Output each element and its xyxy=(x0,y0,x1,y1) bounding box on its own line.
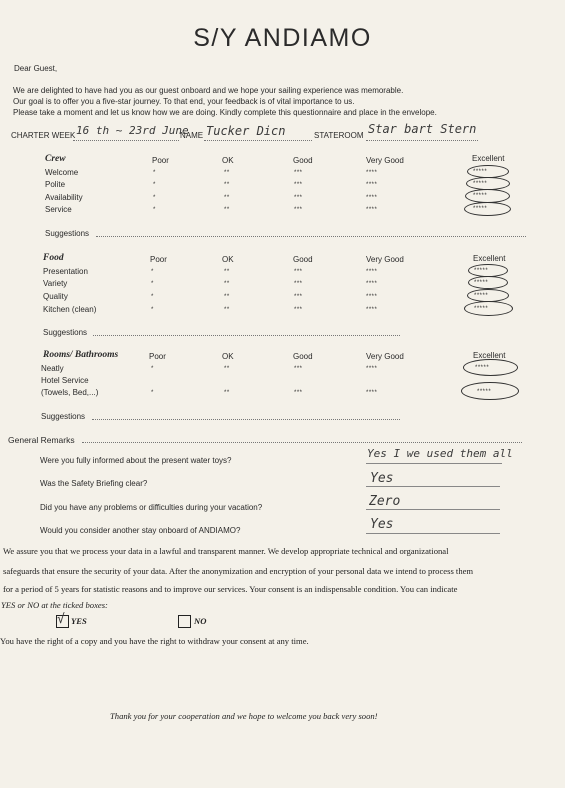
star-mark[interactable]: ***** xyxy=(474,280,489,286)
star-mark[interactable]: **** xyxy=(366,307,378,313)
col-poor: Poor xyxy=(149,352,166,361)
star-mark[interactable]: ** xyxy=(224,390,230,396)
selection-circle xyxy=(461,382,519,400)
star-mark[interactable]: **** xyxy=(366,195,378,201)
star-mark[interactable]: **** xyxy=(366,294,378,300)
star-mark[interactable]: * xyxy=(151,366,154,372)
consent-yes-label: YES xyxy=(71,616,87,626)
question-text: Were you fully informed about the present water toys? xyxy=(40,456,232,465)
star-mark[interactable]: ***** xyxy=(474,293,489,299)
star-mark[interactable]: ***** xyxy=(473,169,488,175)
charter-week-label: CHARTER WEEK xyxy=(11,131,76,140)
star-mark[interactable]: * xyxy=(153,170,156,176)
col-ok: OK xyxy=(222,156,234,165)
row-label: (Towels, Bed,...) xyxy=(41,388,99,397)
row-label: Service xyxy=(45,205,72,214)
star-mark[interactable]: ***** xyxy=(475,365,490,371)
col-very-good: Very Good xyxy=(366,255,404,264)
row-label: Availability xyxy=(45,193,83,202)
question-text: Was the Safety Briefing clear? xyxy=(40,479,148,488)
star-mark[interactable]: **** xyxy=(366,207,378,213)
star-mark[interactable]: * xyxy=(151,390,154,396)
star-mark[interactable]: ** xyxy=(224,195,230,201)
charter-week-value[interactable]: 16 th ~ 23rd June xyxy=(76,124,189,137)
col-ok: OK xyxy=(222,255,234,264)
selection-circle xyxy=(464,301,513,316)
star-mark[interactable]: ** xyxy=(224,307,230,313)
col-excellent: Excellent xyxy=(472,154,505,163)
consent-no-label: NO xyxy=(194,616,207,626)
star-mark[interactable]: **** xyxy=(366,281,378,287)
col-excellent: Excellent xyxy=(473,351,506,360)
general-remarks-label: General Remarks xyxy=(8,435,75,445)
star-mark[interactable]: **** xyxy=(366,170,378,176)
section-heading-rooms: Rooms/ Bathrooms xyxy=(43,350,119,360)
greeting: Dear Guest, xyxy=(14,64,58,73)
star-mark[interactable]: ***** xyxy=(477,389,492,395)
star-mark[interactable]: ** xyxy=(224,182,230,188)
star-mark[interactable]: *** xyxy=(294,307,303,313)
answer-text[interactable]: Zero xyxy=(369,494,401,509)
star-mark[interactable]: ***** xyxy=(473,193,488,199)
star-mark[interactable]: *** xyxy=(294,195,303,201)
row-label: Polite xyxy=(45,180,66,189)
star-mark[interactable]: * xyxy=(151,307,154,313)
intro-line-1: We are delighted to have had you as our guest onboard and we hope your sailing experience was memorable. xyxy=(13,86,404,95)
suggestions-label: Suggestions xyxy=(41,412,86,421)
question-text: Would you consider another stay onboard of ANDIAMO? xyxy=(40,526,241,535)
page-title: S/Y ANDIAMO xyxy=(193,24,372,52)
name-label: NAME xyxy=(180,131,204,140)
check-mark-icon: √ xyxy=(57,612,65,627)
star-mark[interactable]: * xyxy=(151,281,154,287)
selection-circle xyxy=(464,202,511,216)
row-label: Welcome xyxy=(45,168,79,177)
consent-line-2: safeguards that ensure the security of your data. After the anonymization and encryption of your personal data we intend to process them xyxy=(3,566,474,576)
selection-circle xyxy=(468,276,508,289)
col-good: Good xyxy=(293,156,313,165)
star-mark[interactable]: ***** xyxy=(474,306,489,312)
answer-text[interactable]: Yes I we used them all xyxy=(367,447,513,460)
col-very-good: Very Good xyxy=(366,156,404,165)
star-mark[interactable]: ***** xyxy=(473,181,488,187)
row-label: Kitchen (clean) xyxy=(43,305,97,314)
star-mark[interactable]: *** xyxy=(294,182,303,188)
section-heading-crew: Crew xyxy=(45,154,66,164)
star-mark[interactable]: *** xyxy=(294,269,303,275)
star-mark[interactable]: ** xyxy=(224,269,230,275)
col-good: Good xyxy=(293,255,313,264)
star-mark[interactable]: ** xyxy=(224,207,230,213)
consent-line-3: for a period of 5 years for statistic reasons and to improve our services. Your consent is an indispensable condition. You can indicate xyxy=(3,584,458,594)
star-mark[interactable]: ***** xyxy=(473,206,488,212)
answer-text[interactable]: Yes xyxy=(370,517,394,532)
star-mark[interactable]: **** xyxy=(366,390,378,396)
selection-circle xyxy=(465,189,510,203)
stateroom-label: STATEROOM xyxy=(314,131,364,140)
star-mark[interactable]: * xyxy=(153,182,156,188)
row-label: Variety xyxy=(43,279,68,288)
star-mark[interactable]: * xyxy=(151,294,154,300)
star-mark[interactable]: * xyxy=(153,207,156,213)
star-mark[interactable]: ** xyxy=(224,294,230,300)
consent-line-4: YES or NO at the ticked boxes: xyxy=(1,600,108,610)
star-mark[interactable]: *** xyxy=(294,170,303,176)
star-mark[interactable]: **** xyxy=(366,366,378,372)
row-label: Presentation xyxy=(43,267,88,276)
star-mark[interactable]: **** xyxy=(366,269,378,275)
col-excellent: Excellent xyxy=(473,254,506,263)
star-mark[interactable]: ** xyxy=(224,170,230,176)
col-ok: OK xyxy=(222,352,234,361)
star-mark[interactable]: **** xyxy=(366,182,378,188)
star-mark[interactable]: *** xyxy=(294,281,303,287)
name-value[interactable]: Tucker Dicn xyxy=(206,124,286,138)
col-poor: Poor xyxy=(150,255,167,264)
col-very-good: Very Good xyxy=(366,352,404,361)
thank-you-text: Thank you for your cooperation and we hope to welcome you back very soon! xyxy=(110,711,378,721)
star-mark[interactable]: * xyxy=(153,195,156,201)
suggestions-label: Suggestions xyxy=(45,229,90,238)
row-label: Quality xyxy=(43,292,68,301)
consent-line-1: We assure you that we process your data in a lawful and transparent manner. We develop appropriate technical and organizational xyxy=(3,546,449,556)
question-text: Did you have any problems or difficulties during your vacation? xyxy=(40,503,263,512)
star-mark[interactable]: *** xyxy=(294,207,303,213)
star-mark[interactable]: ** xyxy=(224,281,230,287)
copy-rights-text: You have the right of a copy and you have the right to withdraw your consent at any time. xyxy=(0,636,309,646)
star-mark[interactable]: *** xyxy=(294,366,303,372)
intro-line-3: Please take a moment and let us know how we are doing. Kindly complete this questionnaire and place in the envelope. xyxy=(13,108,437,117)
star-mark[interactable]: *** xyxy=(294,390,303,396)
intro-line-2: Our goal is to offer you a five-star journey. To that end, your feedback is of vital importance to us. xyxy=(13,97,355,106)
section-heading-food: Food xyxy=(43,253,64,263)
consent-yes-checkbox[interactable] xyxy=(56,612,69,628)
answer-text[interactable]: Yes xyxy=(370,471,394,486)
star-mark[interactable]: ***** xyxy=(474,268,489,274)
col-good: Good xyxy=(293,352,313,361)
row-label: Hotel Service xyxy=(41,376,89,385)
star-mark[interactable]: *** xyxy=(294,294,303,300)
star-mark[interactable]: * xyxy=(151,269,154,275)
stateroom-value[interactable]: Star bart Stern xyxy=(368,122,477,136)
selection-circle xyxy=(463,359,518,376)
star-mark[interactable]: ** xyxy=(224,366,230,372)
col-poor: Poor xyxy=(152,156,169,165)
consent-no-checkbox[interactable] xyxy=(178,615,191,628)
row-label: Neatly xyxy=(41,364,64,373)
suggestions-label: Suggestions xyxy=(43,328,88,337)
